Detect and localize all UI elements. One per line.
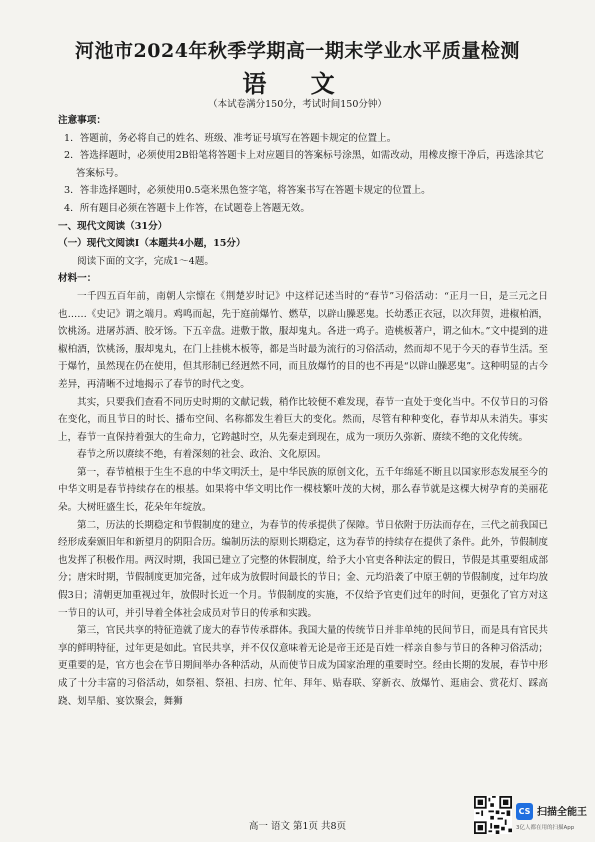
- exam-title: 河池市2024年秋季学期高一期末学业水平质量检测: [75, 40, 520, 62]
- qr-code-icon: [474, 796, 512, 834]
- scanner-app-name: 扫描全能王: [537, 807, 587, 818]
- notice-item: 4．所有题目必须在答题卡上作答，在试题卷上答题无效。: [64, 202, 310, 214]
- notice-heading: 注意事项：: [58, 115, 106, 126]
- instruction-text: 阅读下面的文字，完成1～4题。: [77, 255, 214, 267]
- notice-item: 1．答题前，务必将自己的姓名、班级、准考证号填写在答题卡规定的位置上。: [64, 132, 397, 144]
- notice-item: 3．答非选择题时，必须使用0.5毫米黑色签字笔，将答案书写在答题卡规定的位置上。: [64, 185, 431, 197]
- exam-content: [58, 112, 548, 710]
- body-paragraph: 春节之所以赓续不绝，有着深刻的社会、政治、文化原因。: [77, 449, 327, 461]
- notice-item: 2．答选择题时，必须使用2B铅笔将答题卡上对应题目的答案标号涂黑，如需改动，用橡皮擦干净后，再选涂其它答案标号。: [64, 150, 544, 179]
- material-label: 材料一：: [58, 273, 97, 285]
- subject-title: 语 文: [242, 69, 353, 98]
- page-footer: 高一 语文 第1页 共8页: [248, 821, 347, 832]
- scanner-app-tagline: 3亿人都在用的扫描App: [516, 825, 575, 831]
- body-paragraph: 一千四五百年前，南朝人宗懔在《荆楚岁时记》中这样记述当时的“春节”习俗活动：“正月一日，是三元之日也……《史记》谓之端月。鸡鸣而起，先于庭前爆竹、燃草，以辟山臊恶鬼。长幼悉正衣冠，以次拜贺，进椒柏酒，饮桃汤。进屠苏酒、胶牙饧。下五辛盘。进敷于散，服却鬼丸。各进一鸡子。造桃板著户，谓之仙木。”文中提到的进椒柏酒，饮桃汤，服却鬼丸，在门上挂桃木板等，都是当时最为流行的习俗活动，然而却不见于今天的春节生活。至于爆竹，虽然现在仍在使用，但其形制已经迥然不同，而且放爆竹的目的也不再是“以辟山臊恶鬼”。这种明显的古今差异，再清晰不过地揭示了春节的时代之变。: [58, 290, 548, 390]
- body-paragraph: 其实，只要我们查看不同历史时期的文献记载，稍作比较便不难发现，春节一直处于变化当中。不仅节日的习俗在变化，而且节日的时长、播布空间、名称都发生着巨大的变化。然而，尽管有种种变化，春节却从未消失。事实上，春节一直保持着强大的生命力，它跨越时空，从先秦走到现在，成为一项历久弥新、赓续不绝的文化传统。: [58, 396, 548, 443]
- body-paragraph: 第一，春节植根于生生不息的中华文明沃土，是中华民族的原创文化，五千年绵延不断且以国家形态发展至今的中华文明是春节持续存在的根基。如果将中华文明比作一棵枝繁叶茂的大树，那么春节就是这棵大树孕育的美丽花朵。大树旺盛生长，花朵年年绽放。: [58, 466, 548, 514]
- body-paragraph: 第三，官民共享的特征造就了庞大的春节传承群体。我国大量的传统节日并非单纯的民间节日，而是具有官民共享的鲜明特征，过年更是如此。官民共享，并不仅仅意味着无论是帝王还是百姓一样亲自参与节日的各种习俗活动；更重要的是，官方也会在节日期间举办各种活动，从而使节日成为国家治理的重要时空。经由长期的发展，春节中形成了十分丰富的习俗活动，如祭祖、祭祖、扫房、忙年、拜年、贴春联、穿新衣、放爆竹、逛庙会、赏花灯、踩高跷、划旱船、宴饮聚会，舞狮: [58, 625, 548, 707]
- section-heading: 一、现代文阅读（31分）: [58, 220, 168, 232]
- camscanner-logo-icon: CS: [516, 803, 533, 820]
- body-paragraph: 第二，历法的长期稳定和节假制度的建立，为春节的传承提供了保障。节日依附于历法而存在，三代之前我国已经形成秦颁旧年和新望月的阴阳合历。编制历法的原则长期稳定，这为春节的持续存在提供了条件。此外，节假制度也发挥了积极作用。两汉时期，我国已建立了完整的休假制度，给予大小官吏各种法定的假日，节假是其重要组成部分；唐宋时期，节假制度更加完备，过年成为放假时间最长的节日；金、元均沿袭了中原王朝的节假制度，过年均放假3日；清朝更加重视过年，放假时长近一个月。节假制度的实施，不仅给予官吏们过年的时间，更强化了官方对这一节日的认可，并引导着全体社会成员对节日的传承和实践。: [58, 519, 548, 619]
- exam-info: （本试卷满分150分，考试时间150分钟）: [208, 99, 387, 110]
- subsection-heading: （一）现代文阅读Ⅰ（本题共4小题，15分）: [58, 238, 246, 250]
